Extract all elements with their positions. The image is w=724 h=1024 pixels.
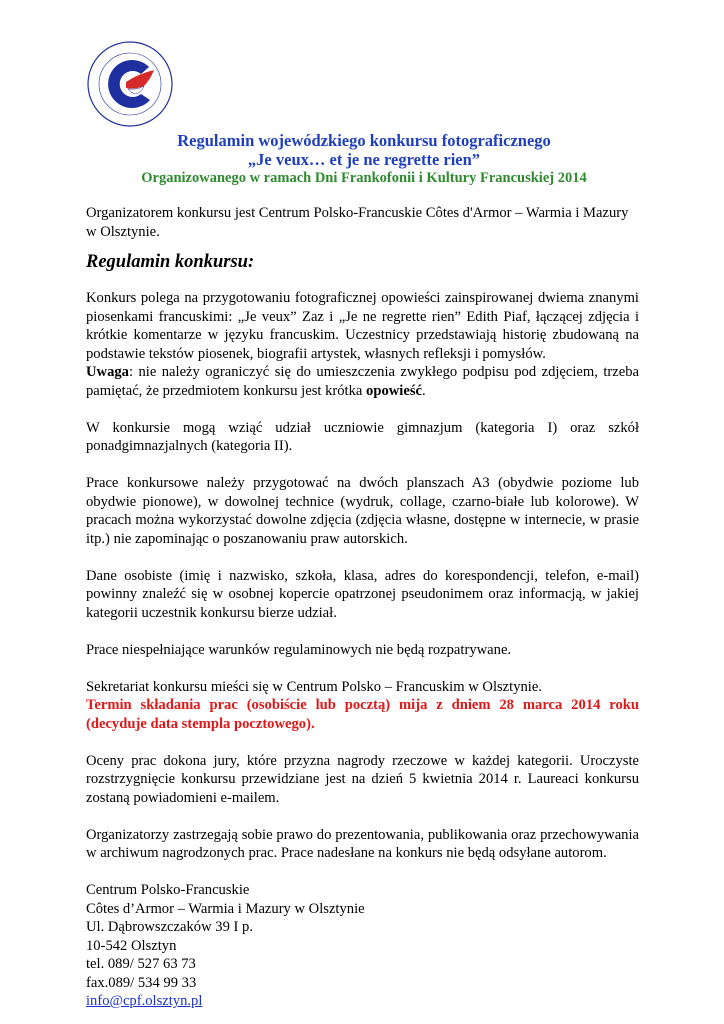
- paragraph-personal-data: Dane osobiste (imię i nazwisko, szkoła, klasa, adres do korespondencji, telefon, e-mail) powinny znaleźć się w osobnej kopercie opatrzonej pseudonimem oraz informacją, w jakiej kategorii uczestnik konkursu bierze udział.: [86, 567, 639, 621]
- paragraph-secretariat: Sekretariat konkursu mieści się w Centrum Polsko – Francuskim w Olsztynie.: [86, 678, 542, 695]
- intro-paragraph: Organizatorem konkursu jest Centrum Polsko-Francuskie Côtes d'Armor – Warmia i Mazury w Olsztynie.: [86, 205, 629, 240]
- contact-organization: Centrum Polsko-Francuskie: [86, 882, 250, 898]
- contact-email-link[interactable]: info@cpf.olsztyn.pl: [86, 993, 203, 1009]
- logo-emblem-icon: [86, 40, 174, 128]
- document-subtitle: Organizowanego w ramach Dni Frankofonii i Kultury Francuskiej 2014: [141, 170, 587, 186]
- paragraph-jury: Oceny prac dokona jury, które przyzna nagrody rzeczowe w każdej kategorii. Uroczyste rozstrzygnięcie konkursu przewidziane jest na dzień 5 kwietnia 2014 r. Laureaci konkursu zostaną powiadomieni e-mailem.: [86, 752, 639, 806]
- paragraph-rejection: Prace niespełniające warunków regulaminowych nie będą rozpatrywane.: [86, 641, 512, 658]
- organization-logo: [86, 40, 174, 128]
- deadline-notice: Termin składania prac (osobiście lub pocztą) mija z dniem 28 marca 2014 roku (decyduje data stempla pocztowego).: [86, 697, 639, 732]
- contact-city: 10-542 Olsztyn: [86, 937, 177, 954]
- contact-phone: tel. 089/ 527 63 73: [86, 956, 196, 972]
- section-heading: Regulamin konkursu:: [86, 252, 255, 272]
- note-text: : nie należy ograniczyć się do umieszczenia zwykłego podpisu pod zdjęciem, trzeba pamiętać, że przedmiotem konkursu jest krótka: [86, 364, 639, 399]
- paragraph-description: Konkurs polega na przygotowaniu fotograficznej opowieści zainspirowanej dwiema znanymi piosenkami francuskimi: „Je veux” Zaz i „Je ne regrette rien” Edith Piaf, łączącej zdjęcia i krótkie komentarze w języku francuskim. Uczestnicy przedstawiają historię zbudowaną na podstawie tekstów piosenek, biografii artystek, własnych refleksji i pomysłów.: [86, 290, 639, 362]
- note-label: Uwaga: [86, 364, 129, 380]
- paragraph-note: [86, 363, 639, 400]
- document-header: [86, 131, 642, 188]
- document-title: Regulamin wojewódzkiego konkursu fotograficznego: [177, 131, 551, 150]
- note-end: .: [421, 382, 426, 399]
- contact-organization-full: Côtes d’Armor – Warmia i Mazury w Olsztynie: [86, 900, 365, 917]
- paragraph-format: Prace konkursowe należy przygotować na dwóch planszach A3 (obydwie poziome lub obydwie pionowe), w dowolnej technice (wydruk, collage, czarno-białe lub kolorowe). W pracach można wykorzystać dowolne zdjęcia (zdjęcia własne, dostępne w internecie, w prasie itp.) nie zapominając o poszanowaniu praw autorskich.: [86, 475, 639, 547]
- paragraph-rights: Organizatorzy zastrzegają sobie prawo do prezentowania, publikowania oraz przechowywania w archiwum nagrodzonych prac. Prace nadesłane na konkurs nie będą odsyłane autorom.: [86, 826, 639, 861]
- contact-fax: fax.089/ 534 99 33: [86, 974, 197, 991]
- note-bold-word: opowieść: [366, 382, 422, 399]
- paragraph-participants: W konkursie mogą wziąć udział uczniowie gimnazjum (kategoria I) oraz szkół ponadgimnazjalnych (kategoria II).: [86, 419, 639, 454]
- contest-name: „Je veux… et je ne regrette rien”: [247, 150, 481, 169]
- contact-block: [86, 881, 639, 1011]
- document-body: [86, 204, 639, 1011]
- contact-street: Ul. Dąbrowszczaków 39 I p.: [86, 919, 253, 935]
